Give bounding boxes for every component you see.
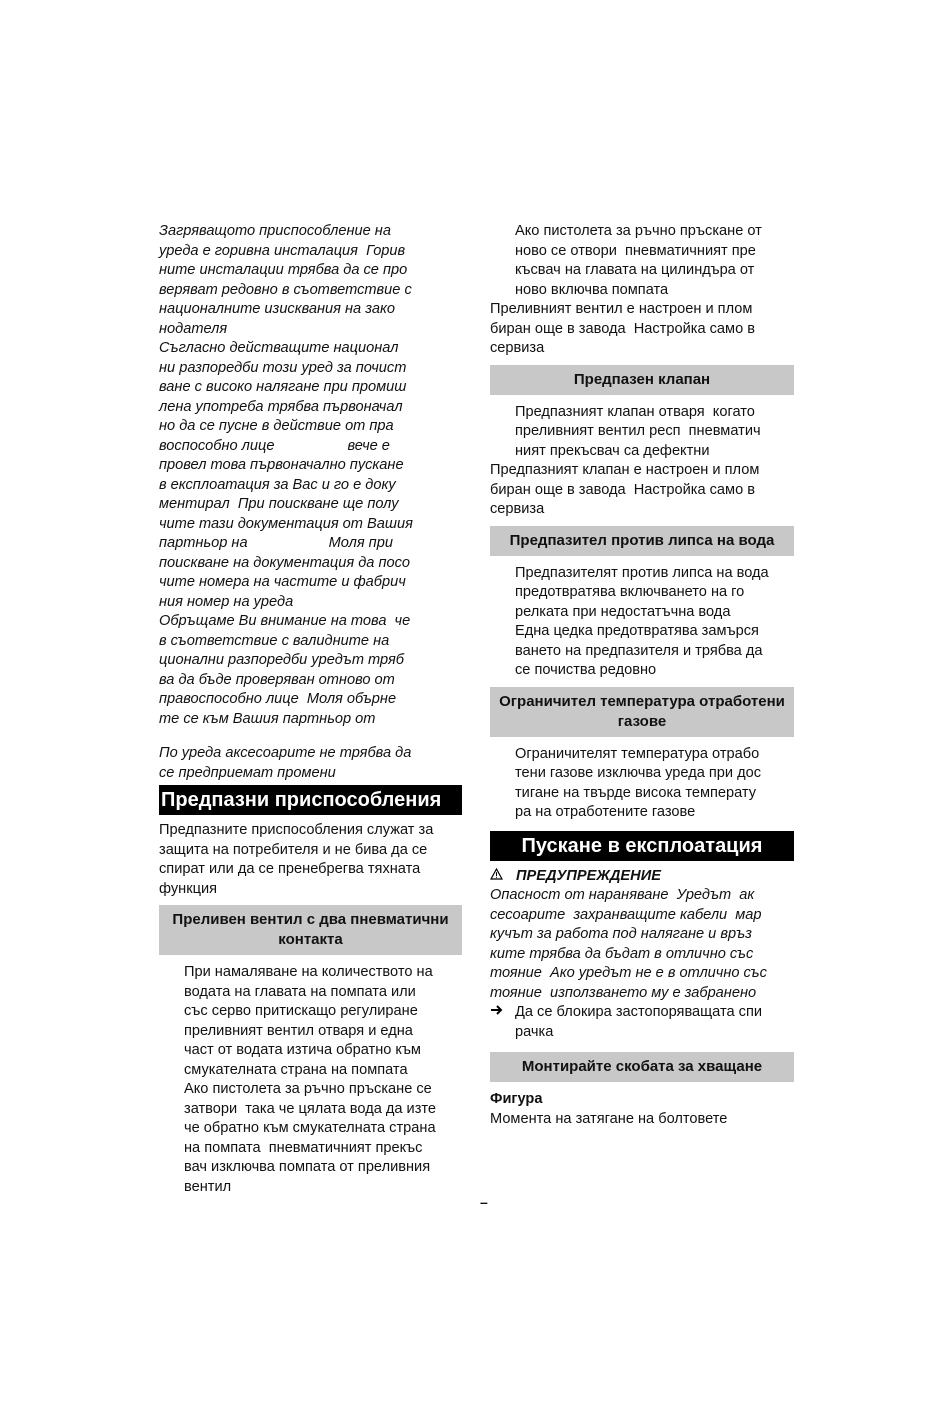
text-line: ново се отвори пневматичният пре <box>515 242 756 259</box>
arrow-right-icon <box>490 1003 515 1042</box>
text-line: чите тази документация от Вашия <box>159 515 413 532</box>
left-column <box>159 222 462 1197</box>
text-line: Да се блокира застопоряващата спи <box>515 1004 763 1020</box>
text-line: вач изключва помпата от преливния <box>184 1159 431 1175</box>
text-line: ментирал При поискване ще полу <box>159 496 399 512</box>
text-line: ване с високо налягане при промиш <box>159 379 407 395</box>
text-line: Ограничителят температура отрабо <box>515 745 760 762</box>
text-line: сесоарите захранващите кабели мар <box>490 906 762 923</box>
intro-paragraph <box>159 222 462 729</box>
text-line: се почиства редовно <box>515 662 657 678</box>
text-line: късвач на главата на цилиндъра от <box>515 262 755 278</box>
instruction-step <box>490 1003 794 1042</box>
text-line: сервиза <box>490 340 545 356</box>
page-mark: – <box>480 1194 488 1210</box>
accessory-note <box>159 744 462 783</box>
torque-label: Момента на затягане на болтовете <box>490 1110 728 1127</box>
text-line: ново включва помпата <box>515 281 669 298</box>
section-heading-safety-devices: Предпазни приспособления <box>159 785 462 815</box>
text-line: ционални разпоредби уредът тряб <box>159 652 405 668</box>
text-line: Ако пистолета за ръчно пръскане се <box>184 1081 432 1097</box>
warning-heading <box>490 867 794 887</box>
text-line: ният прекъсвач са дефектни <box>515 442 710 459</box>
text-line: кучът за работа под налягане и връз <box>490 926 752 942</box>
text-line: правоспособно лице Моля обърне <box>159 691 397 707</box>
text-line: воспособно лице вече е <box>159 437 390 454</box>
text-line: уреда е горивна инсталация Горив <box>159 242 406 259</box>
figure-label: Фигура <box>490 1091 543 1107</box>
text-line: рачка <box>515 1023 554 1040</box>
text-line: ните инсталации трябва да се про <box>159 262 408 278</box>
text-line: но да се пусне в действие от пра <box>159 418 394 434</box>
subheading-water-deficiency: Предпазител против липса на вода <box>490 526 794 556</box>
subheading-relief-valve: Предпазен клапан <box>490 365 794 395</box>
text-line: ките трябва да бъдат в отлично със <box>490 945 754 962</box>
text-line: провел това първоначално пускане <box>159 457 404 473</box>
text-line: Предпазният клапан е настроен и плом <box>490 462 760 478</box>
section-heading-startup: Пускане в експлоатация <box>490 831 794 861</box>
relief-valve-paragraph <box>490 403 794 520</box>
spacer <box>159 729 462 744</box>
text-line: Обръщаме Ви внимание на това че <box>159 613 411 629</box>
text-line: в съответствие с валидните на <box>159 632 390 649</box>
text-line: По уреда аксесоарите не трябва да <box>159 745 412 761</box>
text-line: функция <box>159 880 217 897</box>
text-line: веряват редовно в съответствие с <box>159 281 412 298</box>
text-line: нодателя <box>159 320 228 337</box>
text-line: Опасност от нараняване Уредът ак <box>490 887 755 903</box>
text-line: тени газове изключва уреда при дос <box>515 765 762 781</box>
text-line: част от водата изтича обратно към <box>184 1042 421 1058</box>
text-line: биран още в завода Настройка само в <box>490 320 755 337</box>
text-line: поискване на документация да посо <box>159 554 411 571</box>
text-line: партньор на Моля при <box>159 535 393 551</box>
text-line: преливният вентил отваря и една <box>184 1022 413 1039</box>
text-line: биран още в завода Настройка само в <box>490 481 755 498</box>
text-line: ния номер на уреда <box>159 593 294 610</box>
text-line: тигане на твърде висока температу <box>515 784 757 801</box>
overflow-continued <box>490 222 794 359</box>
text-line: вентил <box>184 1178 232 1195</box>
text-line: Предпазителят против липса на вода <box>515 564 769 581</box>
text-line: Предпазният клапан отваря когато <box>515 403 755 420</box>
exhaust-temp-paragraph <box>490 745 794 823</box>
text-line: Преливният вентил е настроен и плом <box>490 301 753 317</box>
text-line: Съгласно действащите национал <box>159 340 399 356</box>
subheading-overflow-valve: Преливен вентил с два пневматични контакта <box>159 905 462 955</box>
text-line: Една цедка предотвратява замърся <box>515 623 759 639</box>
warning-label: ПРЕДУПРЕЖДЕНИЕ <box>516 867 661 884</box>
text-line: че обратно към смукателната страна <box>184 1120 436 1136</box>
text-line: релката при недостатъчна вода <box>515 603 731 620</box>
text-line: със серво притискащо регулиране <box>184 1003 418 1019</box>
text-line: защита на потребителя и не бива да се <box>159 841 428 858</box>
text-line: националните изисквания на зако <box>159 301 395 317</box>
text-line: сервиза <box>490 501 545 517</box>
safety-devices-paragraph <box>159 821 462 899</box>
text-line: лена употреба трябва първоначал <box>159 398 403 415</box>
text-line: Загряващото приспособление на <box>159 223 391 239</box>
text-line: тояние Ако уредът не е в отлично със <box>490 965 767 981</box>
text-line: ра на отработените газове <box>515 804 696 820</box>
right-column <box>490 222 794 1129</box>
subheading-mount-handle: Монтирайте скобата за хващане <box>490 1052 794 1082</box>
text-line: преливният вентил респ пневматич <box>515 423 761 439</box>
subheading-exhaust-temp-limiter: Ограничител температура отработени газове <box>490 687 794 737</box>
text-line: ва да бъде проверяван отново от <box>159 671 395 688</box>
text-line: смукателната страна на помпата <box>184 1061 408 1078</box>
text-line: се предприемат промени <box>159 764 336 781</box>
text-line: спират или да се пренебрегва тяхната <box>159 861 421 877</box>
text-line: водата на главата на помпата или <box>184 983 416 1000</box>
text-line: тояние използването му е забранено <box>490 984 757 1001</box>
text-line: затвори така че цялата вода да изте <box>184 1100 437 1117</box>
text-line: ването на предпазителя и трябва да <box>515 642 763 659</box>
text-line: на помпата пневматичният прекъс <box>184 1139 423 1156</box>
warning-text <box>490 886 794 1003</box>
text-line: предотвратява включването на го <box>515 584 745 600</box>
text-line: чите номера на частите и фабрич <box>159 574 406 590</box>
warning-triangle-icon <box>490 867 516 887</box>
text-line: При намаляване на количеството на <box>184 964 433 980</box>
text-line: в експлоатация за Вас и го е доку <box>159 476 396 493</box>
text-line: Ако пистолета за ръчно пръскане от <box>515 223 762 239</box>
overflow-valve-paragraph <box>159 963 462 1197</box>
text-line: те се към Вашия партньор от <box>159 710 376 727</box>
text-line: Предпазните приспособления служат за <box>159 822 434 838</box>
text-line: ни разпоредби този уред за почист <box>159 359 407 376</box>
water-deficiency-paragraph <box>490 564 794 681</box>
